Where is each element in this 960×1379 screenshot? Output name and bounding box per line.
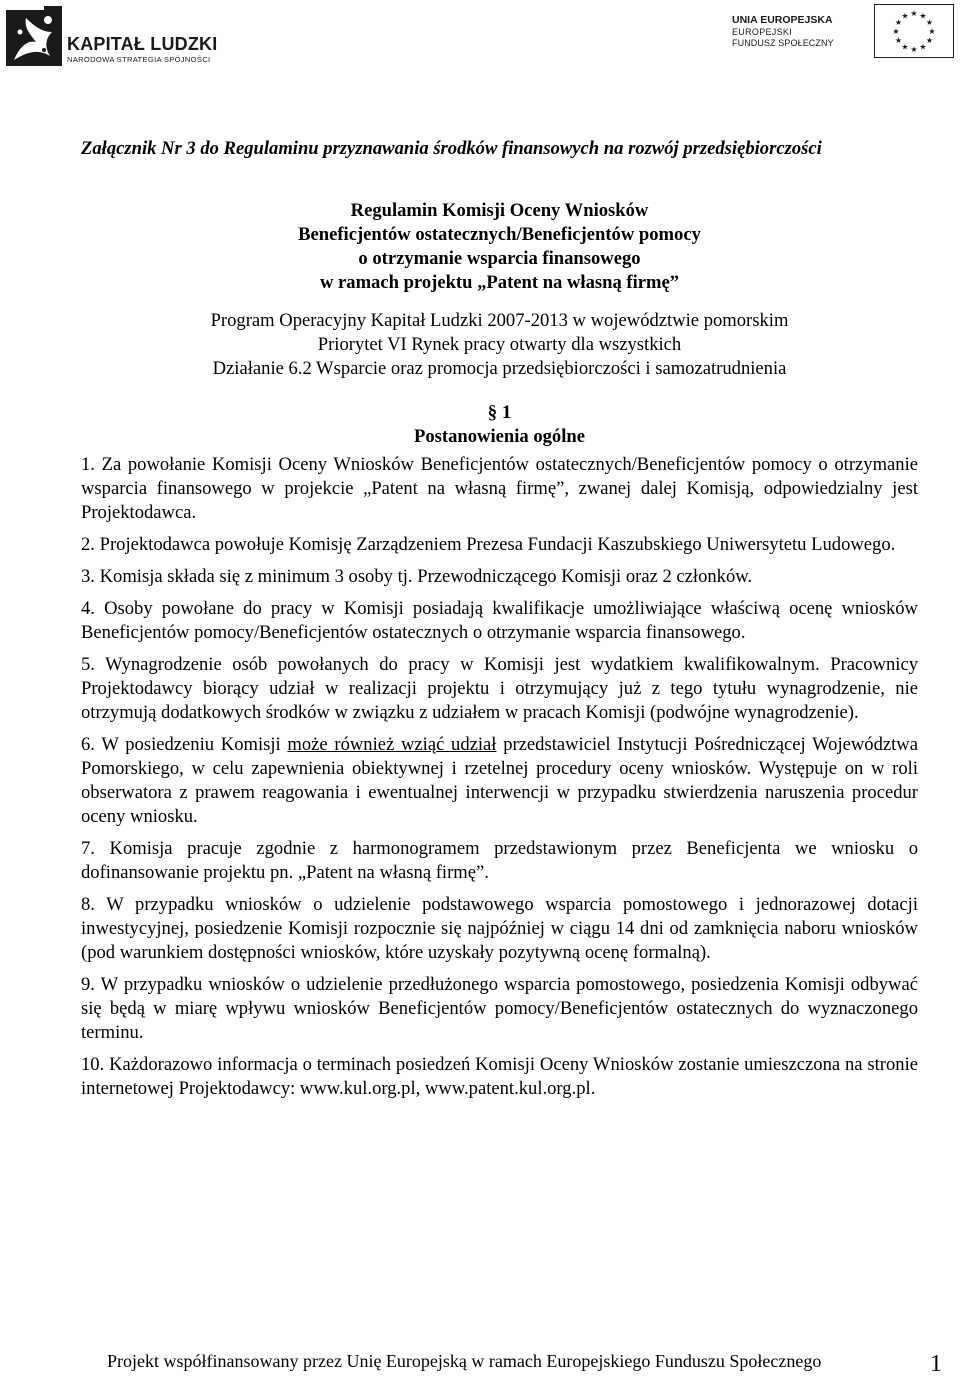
point-number: 9. <box>81 974 95 995</box>
point-number: 1. <box>81 454 95 475</box>
list-item <box>81 653 918 725</box>
svg-text:★: ★ <box>901 11 909 21</box>
point-number: 2. <box>81 534 95 555</box>
point-text: Wynagrodzenie osób powołanych do pracy w Komisji jest wydatkiem kwalifikowalnym. Pracownicy Projektodawcy biorący udział w realizacji projektu i otrzymujący już z tego tytułu wynagrodzenie, nie otrzymują dodatkowych środków w związku z udziałem w pracach Komisji (podwójne wynagrodzenie). <box>81 654 918 723</box>
svg-text:★: ★ <box>901 42 909 52</box>
page-number: 1 <box>930 1351 942 1377</box>
svg-text:★: ★ <box>910 9 918 18</box>
svg-text:★: ★ <box>925 18 934 27</box>
point-number: 8. <box>81 894 95 915</box>
eu-logo-text <box>732 14 872 49</box>
measure-line: Działanie 6.2 Wsparcie oraz promocja przedsiębiorczości i samozatrudnienia <box>212 358 787 379</box>
title-line: Regulamin Komisji Oceny Wniosków <box>350 200 649 221</box>
svg-text:★: ★ <box>894 36 903 45</box>
svg-text:★: ★ <box>925 36 934 45</box>
footer-text: Projekt współfinansowany przez Unię Europejską w ramach Europejskiego Funduszu Społecznego <box>107 1351 822 1371</box>
point-text: Za powołanie Komisji Oceny Wniosków Beneficjentów ostatecznych/Beneficjentów pomocy o otrzymanie wsparcia finansowego w projekcie „Patent na własną firmę”, zwanej dalej Komisją, odpowiedzialny jest Projektodawca. <box>81 454 918 523</box>
kapital-ludzki-logo <box>0 0 240 80</box>
list-item <box>81 837 918 885</box>
program-info <box>81 309 918 381</box>
document-title <box>81 199 918 295</box>
priority-line: Priorytet VI Rynek pracy otwarty dla wszystkich <box>317 334 682 355</box>
svg-text:★: ★ <box>919 11 927 21</box>
point-text-after: przedstawiciel Instytucji Pośredniczącej Województwa Pomorskiego, w celu zapewnienia obiektywnej i rzetelnej procedury oceny wniosków. Występuje on w roli obserwatora z prawem reagowania i ewentualnej interwencji w przypadku stwierdzenia naruszenia procedur oceny wniosku. <box>81 734 918 827</box>
list-item <box>81 733 918 829</box>
point-text: W przypadku wniosków o udzielenie podstawowego wsparcia pomostowego i jednorazowej dotacji inwestycyjnej, posiedzenie Komisji rozpocznie się najpóźniej w ciągu 14 dni od zamknięcia naboru wniosków (pod warunkiem dostępności wniosków, które uzyskały pozytywną ocenę formalną). <box>81 894 919 963</box>
svg-text:★: ★ <box>892 27 900 36</box>
section-title: Postanowienia ogólne <box>414 426 585 447</box>
list-item <box>81 565 918 589</box>
svg-text:★: ★ <box>919 42 927 52</box>
title-line: o otrzymanie wsparcia finansowego <box>358 248 641 269</box>
point-text-underlined: może również wziąć udział <box>287 734 497 755</box>
point-text: W przypadku wniosków o udzielenie przedłużonego wsparcia pomostowego, posiedzenia Komisji odbywać się będą w miarę wpływu wniosków Beneficjentów pomocy/Beneficjentów ostatecznych do wyznaczonego terminu. <box>81 974 918 1043</box>
list-item <box>81 597 918 645</box>
annex-heading: Załącznik Nr 3 do Regulaminu przyznawania środków finansowych na rozwój przedsiębiorczości <box>81 138 822 159</box>
point-text: Komisja pracuje zgodnie z harmonogramem przedstawionym przez Beneficjenta we wniosku o dofinansowanie projektu pn. „Patent na własną firmę”. <box>81 838 918 883</box>
list-item <box>81 533 918 557</box>
title-line: Beneficjentów ostatecznych/Beneficjentów pomocy <box>298 224 701 245</box>
list-item <box>81 1053 918 1101</box>
point-number: 6. <box>81 734 95 755</box>
eu-logo-line1: UNIA EUROPEJSKA <box>732 14 833 26</box>
section-number: § 1 <box>487 402 512 423</box>
list-item <box>81 973 918 1045</box>
title-line: w ramach projektu „Patent na własną firmę” <box>319 272 680 293</box>
section-heading <box>81 401 918 449</box>
svg-text:★: ★ <box>928 27 936 36</box>
svg-text:★: ★ <box>894 18 903 27</box>
points-list <box>81 453 918 1101</box>
eu-logo-line2: EUROPEJSKI <box>732 27 793 37</box>
point-text: Osoby powołane do pracy w Komisji posiadają kwalifikacje umożliwiające właściwą ocenę wniosków Beneficjentów pomocy/Beneficjentów ostatecznych o otrzymanie wsparcia finansowego. <box>81 598 918 643</box>
svg-text:★: ★ <box>910 45 918 54</box>
point-text: Komisja składa się z minimum 3 osoby tj. Przewodniczącego Komisji oraz 2 członków. <box>99 566 753 587</box>
eu-logo <box>720 0 960 80</box>
point-number: 7. <box>81 838 95 859</box>
point-number: 3. <box>81 566 95 587</box>
list-item <box>81 453 918 525</box>
eu-flag-icon <box>874 4 954 58</box>
program-line: Program Operacyjny Kapitał Ludzki 2007-2013 w województwie pomorskim <box>210 310 789 331</box>
list-item <box>81 893 918 965</box>
point-text-before: W posiedzeniu Komisji <box>101 734 281 755</box>
kapital-ludzki-name: KAPITAŁ LUDZKI <box>67 34 218 54</box>
point-text: Każdorazowo informacja o terminach posiedzeń Komisji Oceny Wniosków zostanie umieszczona na stronie internetowej Projektodawcy: www.kul.org.pl, www.patent.kul.org.pl. <box>81 1054 918 1099</box>
point-text: Projektodawca powołuje Komisję Zarządzeniem Prezesa Fundacji Kaszubskiego Uniwersytetu Ludowego. <box>99 534 896 555</box>
point-number: 5. <box>81 654 95 675</box>
point-number: 10. <box>81 1054 105 1075</box>
point-number: 4. <box>81 598 95 619</box>
document-body <box>81 137 918 1109</box>
kapital-ludzki-subtitle: NARODOWA STRATEGIA SPÓJNOŚCI <box>67 55 211 64</box>
eu-logo-line3: FUNDUSZ SPOŁECZNY <box>732 38 834 48</box>
kapital-ludzki-emblem-icon <box>4 6 62 68</box>
